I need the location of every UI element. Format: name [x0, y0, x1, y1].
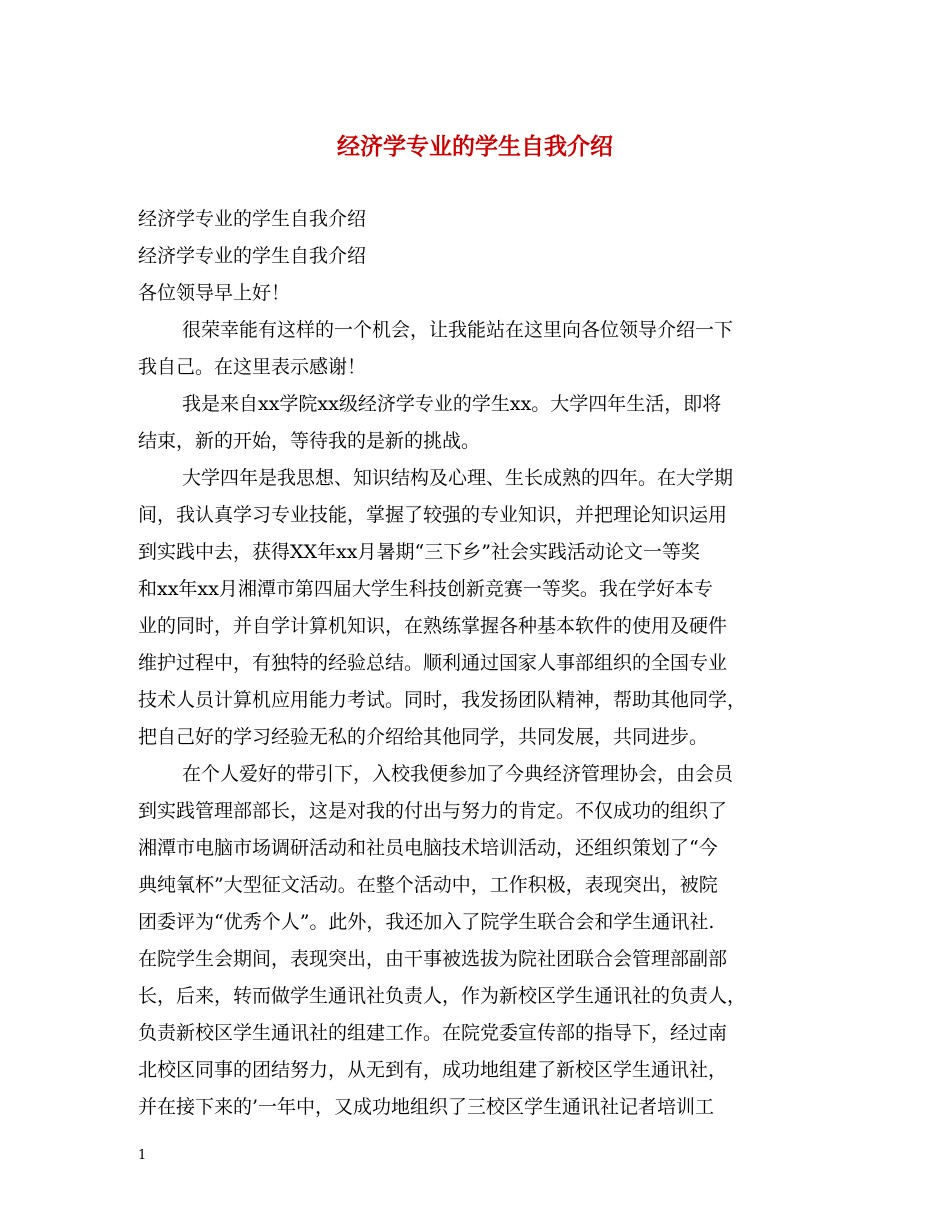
- text-line: 我自己。在这里表示感谢！: [138, 356, 367, 378]
- text-line: 北校区同事的团结努力，从无到有，成功地组建了新校区学生通讯社，: [138, 1059, 728, 1081]
- text-line: 结束，新的开始，等待我的是新的挑战。: [138, 430, 481, 452]
- text-line: 业的同时，并自学计算机知识，在熟练掌握各种基本软件的使用及硬件: [138, 615, 728, 637]
- text-line: 长，后来，转而做学生通讯社负责人，作为新校区学生通讯社的负责人，: [138, 985, 747, 1007]
- text-line: 湘潭市电脑市场调研活动和社员电脑技术培训活动，还组织策划了“今: [138, 837, 718, 859]
- text-line: 各位领导早上好！: [138, 282, 291, 304]
- document-title: 经济学专业的学生自我介绍: [337, 133, 613, 160]
- text-line: 在院学生会期间，表现突出，由干事被选拔为院社团联合会管理部副部: [138, 948, 728, 970]
- text-line: 并在接下来的’一年中，又成功地组织了三校区学生通讯社记者培训工: [138, 1096, 715, 1118]
- text-line: 典纯氧杯”大型征文活动。在整个活动中，工作积极，表现突出，被院: [138, 874, 718, 896]
- text-line: 团委评为“优秀个人”。此外，我还加入了院学生联合会和学生通讯社.: [138, 911, 715, 933]
- text-line: 很荣幸能有这样的一个机会，让我能站在这里向各位领导介绍一下: [182, 319, 734, 341]
- text-line: 维护过程中，有独特的经验总结。顺利通过国家人事部组织的全国专业: [138, 652, 728, 674]
- page-number: 1: [138, 1148, 147, 1163]
- text-line: 负责新校区学生通讯社的组建工作。在院党委宣传部的指导下，经过南: [138, 1022, 728, 1044]
- text-line: 我是来自xx学院xx级经济学专业的学生xx。大学四年生活，即将: [182, 393, 722, 415]
- text-line: 大学四年是我思想、知识结构及心理、生长成熟的四年。在大学期: [182, 467, 734, 489]
- text-line: 到实践中去，获得XX年xx月暑期“三下乡”社会实践活动论文一等奖: [138, 541, 700, 563]
- text-line: 到实践管理部部长，这是对我的付出与努力的肯定。不仅成功的组织了: [138, 800, 728, 822]
- text-line: 把自己好的学习经验无私的介绍给其他同学，共同发展，共同进步。: [138, 726, 709, 748]
- text-line: 在个人爱好的带引下，入校我便参加了今典经济管理协会，由会员: [182, 763, 734, 785]
- text-line: 和xx年xx月湘潭市第四届大学生科技创新竞赛一等奖。我在学好本专: [138, 578, 713, 600]
- text-line: 技术人员计算机应用能力考试。同时，我发扬团队精神，帮助其他同学，: [138, 689, 747, 711]
- text-line: 经济学专业的学生自我介绍: [138, 208, 367, 230]
- text-line: 经济学专业的学生自我介绍: [138, 245, 367, 267]
- document-body: [138, 201, 818, 1126]
- text-line: 间，我认真学习专业技能，掌握了较强的专业知识，并把理论知识运用: [138, 504, 728, 526]
